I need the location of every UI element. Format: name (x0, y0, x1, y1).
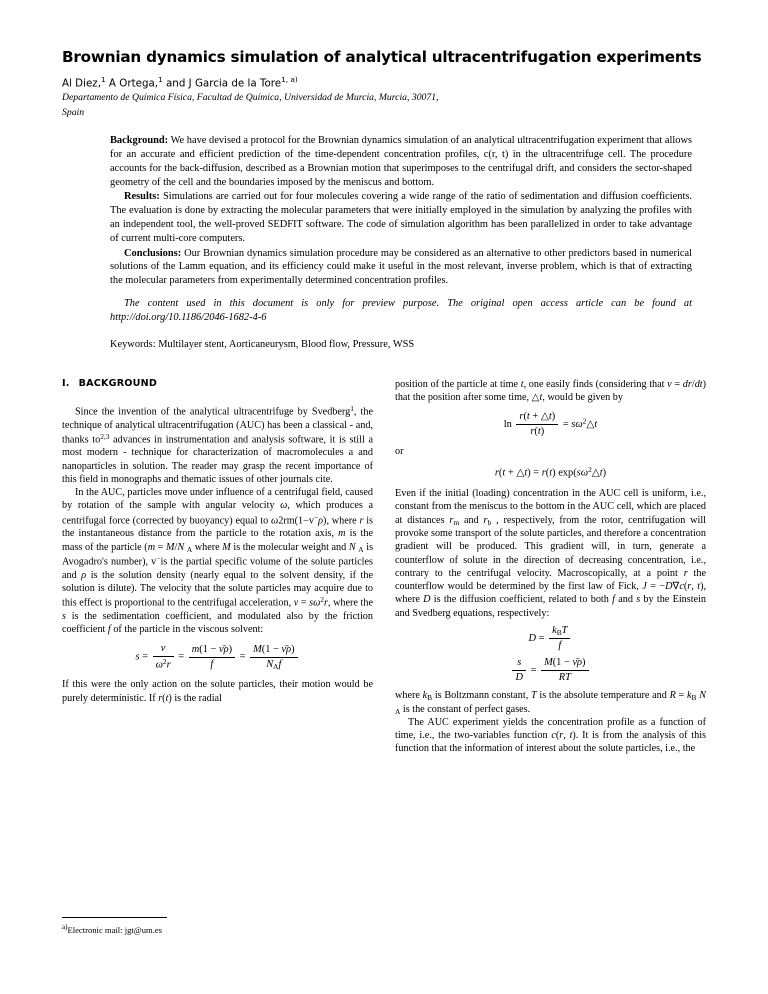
section-heading (62, 378, 373, 390)
abstract-background-label: Background: (110, 135, 169, 147)
column-right (395, 378, 706, 756)
abstract-results-text: Simulations are carried out for four molecules covering a wide range of the ratio of sedimentation and diffusion coefficients. The evaluation is done by extracting the molecular parameters that were initially employed in the simulation by analyzing the profiles with an independent tool, the well-proved SEDFIT software. The code of simulation algorithm has been parallelized in order to take advantage of current multi-core computers. (110, 191, 692, 244)
affiliation-line-2: Spain (62, 107, 85, 119)
abstract-conclusions-label: Conclusions: (124, 247, 182, 259)
preview-notice: The content used in this document is only for preview purpose. The original open access article can be found at http://doi.org/10.1186/2046-1682-4-6 (110, 298, 692, 323)
author-3: and J Garcia de la Tore (162, 77, 282, 90)
body-columns (62, 378, 706, 756)
equation-diffusion-coefficient: D = $\frac{k_BT}{f}$ (395, 625, 706, 652)
paragraph-constants: where $k_B$ is Boltzmann constant, T is the absolute temperature and $R = k_B$ N $_A$ is the constant of perfect gases. (395, 690, 707, 716)
footnote-marker: a) (62, 922, 68, 931)
paragraph-or: or (395, 446, 404, 458)
paragraph-centrifugal-field: In the AUC, particles move under influence of a centrifugal field, caused by rotation of the sample with angular velocity ω, which produces a centrifugal force (corrected by buoyancy) equal to ω2rm(1−v−ρ), where r is the instantaneous distance from the particle to the rotation axis, m is the mass of the particle (m = M/N $_A$ where M is the molecular weight and N $_A$ is Avogadro's number), v−is the partial specific volume of the solute particles and ρ is the solution density (nearly equal to the solvent density, if the solution is dilute). The velocity that the solute particles may acquire due to this effect is proportional to the centrifugal acceleration, $v = s\omega^2r$, where the s is the sedimentation coefficient, and modulated also by the friction coefficient f of the particle in the viscous solvent: (62, 487, 374, 635)
author-3-affil-marker: 1, a) (281, 75, 298, 84)
section-number: I. (62, 377, 70, 389)
footnote-text: Electronic mail: jgt@um.es (67, 924, 162, 935)
abstract-background-text: We have devised a protocol for the Brownian dynamics simulation of an analytical ultracentrifugation experiment that allows for an accurate and efficient prediction of the time-dependent concentration profiles, c(r, t) in the ultracentrifuge cell. The procedure accounts for the back-diffusion, described as a Brownian motion that superimposes to the centrifugal drift, and considers the sector-shaped geometry of the cell and the boundaries imposed by the meniscus and bottom. (110, 135, 692, 188)
abstract (62, 134, 706, 288)
equation-log-position: ln $\frac{r(t + \triangle t)}{r(t)}$ = $s\omega^2\triangle t$ (503, 411, 598, 438)
footnote-divider (62, 917, 167, 918)
author-2-affil-marker: 1 (158, 75, 163, 84)
paragraph-deterministic: If this were the only action on the solute particles, their motion would be purely deterministic. If r(t) is the radial (62, 679, 373, 704)
footnote-email (62, 923, 373, 936)
page-title: Brownian dynamics simulation of analytical ultracentrifugation experiments (62, 48, 702, 66)
author-list (62, 75, 706, 89)
paragraph-position: position of the particle at time t, one easily finds (considering that v = dr/dt) that the position after some time, △t, would be given by (395, 378, 707, 403)
abstract-conclusions (110, 247, 692, 288)
equation-s-over-d: $\frac{s}{D}$ = $\frac{M(1 - \nū\rho)}{RT}$ (395, 657, 706, 684)
author-1: Al Diez, (62, 77, 101, 90)
footnote-block (62, 907, 373, 936)
column-left (62, 378, 373, 756)
equation-sedimentation-coefficient: s = $\frac{\nu}{\omega^2r}$ = $\frac{m(1 - \nū\rho)}{f}$ = $\frac{M(1 - \nū\rho)}{N_Af}$ (62, 643, 373, 671)
abstract-conclusions-text: Our Brownian dynamics simulation procedure may be considered as an alternative to other predictors based in numerical solutions of the Lamm equation, and its efficiency could make it useful in the most relevant, inverse problem, which is that of extracting the molecular parameters from experimentally determined concentration profiles. (110, 247, 692, 287)
paragraph-loading-concentration: Even if the initial (loading) concentration in the AUC cell is uniform, i.e., constant from the meniscus to the bottom in the AUC cell, which are placed at distances $r_m$ and $r_b$ , respectively, from the rotor, centrifugation will provoke some transport of the solute particles, and therefore a concentration gradient will be produced. This gradient will, in turn, generate a counterflow of solute in the direction of decreasing concentration, i.e., contrary to the centrifugal velocity. Macroscopically, at a point r the counterflow would be determined by the first law of Fick, J = −D∇c(r, t), where D is the diffusion coefficient, related to both f and s by the Einstein and Svedberg equations, respectively: (395, 488, 707, 619)
keywords: Keywords: Multilayer stent, Aorticaneurysm, Blood flow, Pressure, WSS (110, 338, 415, 350)
affiliation-line-1: Departamento de Química Física, Facultad de Química, Universidad de Murcia, Murcia, 30071, (62, 92, 439, 104)
author-2: A Ortega, (105, 77, 159, 90)
abstract-results (110, 190, 692, 245)
author-1-affil-marker: 1 (100, 75, 106, 84)
paragraph-auc-experiment: The AUC experiment yields the concentration profile as a function of time, i.e., the two-variables function c(r, t). It is from the analysis of this function that the information of interest about the solute particles, i.e., the (395, 716, 707, 755)
abstract-background (110, 134, 692, 189)
section-title: BACKGROUND (78, 377, 158, 389)
equation-exponential-position: r(t + △t) = r(t) $\exp(s\omega^2\triangle t)$ (494, 465, 607, 479)
paragraph-intro: Since the invention of the analytical ultracentrifuge by Svedberg$^1$, the technique of analytical ultracentrifugation (AUC) has been a classical - and, thanks to$^{2,3}$ advances in instrumentation and analysis software, it is still a most modern - technique for characterization of macromolecules a and nanoparticles in solution. The reader may grasp the recent importance of this field in monographs and thematic issues of other journals cite. (62, 404, 373, 485)
abstract-results-label: Results: (124, 191, 160, 203)
